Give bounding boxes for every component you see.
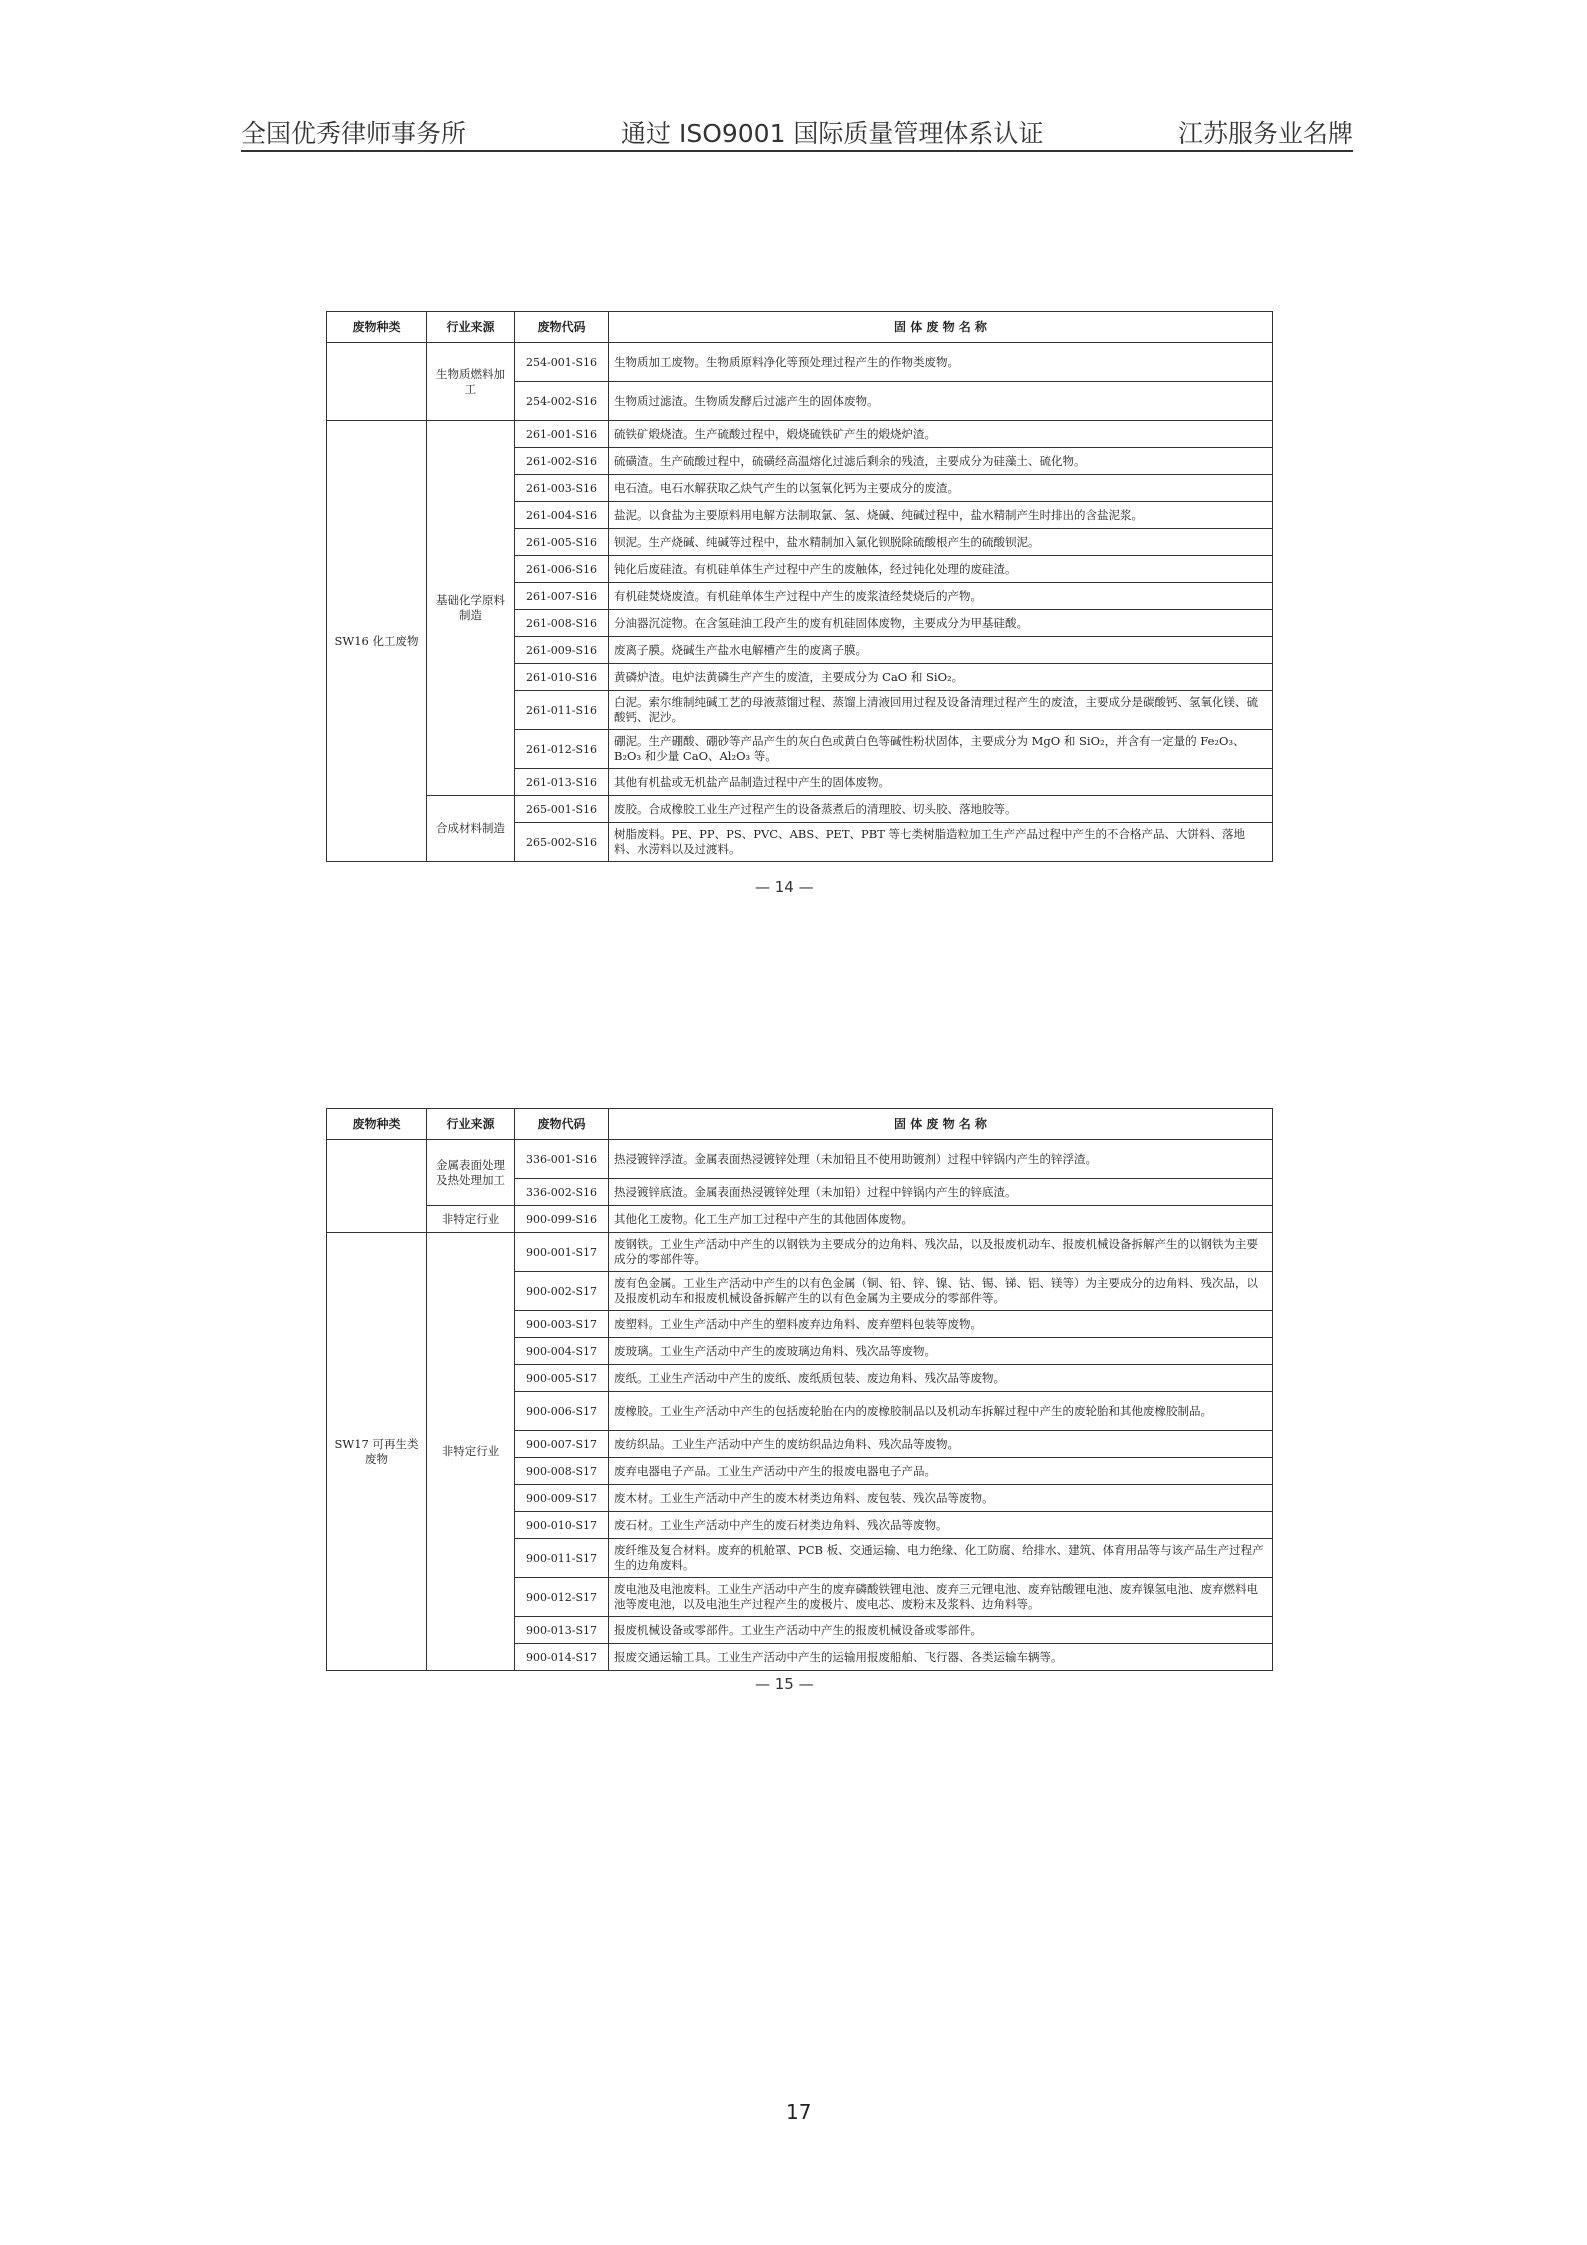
waste-code-cell: 900-009-S17 (515, 1485, 609, 1512)
waste-name-cell: 钡泥。生产烧碱、纯碱等过程中，盐水精制加入氯化钡脱除硫酸根产生的硫酸钡泥。 (609, 529, 1273, 556)
waste-code-cell: 336-002-S16 (515, 1179, 609, 1206)
waste-code-cell: 261-012-S16 (515, 730, 609, 769)
waste-name-cell: 废塑料。工业生产活动中产生的塑料废弃边角料、废弃塑料包装等废物。 (609, 1311, 1273, 1338)
waste-category-cell: SW16 化工废物 (327, 421, 427, 862)
table-row (327, 796, 1273, 823)
waste-code-cell: 261-008-S16 (515, 610, 609, 637)
waste-name-cell: 热浸镀锌底渣。金属表面热浸镀锌处理（未加铅）过程中锌锅内产生的锌底渣。 (609, 1179, 1273, 1206)
waste-name-cell: 分油器沉淀物。在含氢硅油工段产生的废有机硅固体废物，主要成分为甲基硅酸。 (609, 610, 1273, 637)
waste-name-cell: 有机硅焚烧废渣。有机硅单体生产过程中产生的废浆渣经焚烧后的产物。 (609, 583, 1273, 610)
waste-code-cell: 265-001-S16 (515, 796, 609, 823)
waste-code-cell: 900-006-S17 (515, 1392, 609, 1431)
industry-source-cell: 金属表面处理及热处理加工 (427, 1140, 515, 1206)
waste-name-cell: 其他化工废物。化工生产加工过程中产生的其他固体废物。 (609, 1206, 1273, 1233)
waste-name-cell: 废钢铁。工业生产活动中产生的以钢铁为主要成分的边角料、残次品，以及报废机动车、报废机械设备拆解产生的以钢铁为主要成分的零部件等。 (609, 1233, 1273, 1272)
waste-name-cell: 废橡胶。工业生产活动中产生的包括废轮胎在内的废橡胶制品以及机动车拆解过程中产生的废轮胎和其他废橡胶制品。 (609, 1392, 1273, 1431)
waste-code-cell: 900-005-S17 (515, 1365, 609, 1392)
waste-name-cell: 生物质加工废物。生物质原料净化等预处理过程产生的作物类废物。 (609, 343, 1273, 382)
industry-source-cell: 基础化学原料制造 (427, 421, 515, 796)
waste-name-cell: 废离子膜。烧碱生产盐水电解槽产生的废离子膜。 (609, 637, 1273, 664)
industry-source-cell: 生物质燃料加工 (427, 343, 515, 421)
waste-code-cell: 261-003-S16 (515, 475, 609, 502)
waste-code-cell: 900-002-S17 (515, 1272, 609, 1311)
industry-source-cell: 非特定行业 (427, 1206, 515, 1233)
waste-code-cell: 900-099-S16 (515, 1206, 609, 1233)
waste-code-cell: 261-010-S16 (515, 664, 609, 691)
waste-code-cell: 900-004-S17 (515, 1338, 609, 1365)
waste-code-cell: 261-005-S16 (515, 529, 609, 556)
col-header-category: 废物种类 (327, 312, 427, 343)
waste-code-cell: 261-006-S16 (515, 556, 609, 583)
waste-name-cell: 生物质过滤渣。生物质发酵后过滤产生的固体废物。 (609, 382, 1273, 421)
waste-code-cell: 254-001-S16 (515, 343, 609, 382)
table-row (327, 343, 1273, 382)
waste-name-cell: 废纺织品。工业生产活动中产生的废纺织品边角料、残次品等废物。 (609, 1431, 1273, 1458)
header-center: 通过 ISO9001 国际质量管理体系认证 (621, 119, 1044, 148)
page-number-14: — 14 — (755, 878, 814, 896)
waste-name-cell: 白泥。索尔维制纯碱工艺的母液蒸馏过程、蒸馏上清液回用过程及设备清理过程产生的废渣，主要成分是碳酸钙、氢氧化镁、硫酸钙、泥沙。 (609, 691, 1273, 730)
waste-name-cell: 黄磷炉渣。电炉法黄磷生产产生的废渣，主要成分为 CaO 和 SiO₂。 (609, 664, 1273, 691)
col-header-name: 固 体 废 物 名 称 (609, 1109, 1273, 1140)
waste-name-cell: 废石材。工业生产活动中产生的废石材类边角料、残次品等废物。 (609, 1512, 1273, 1539)
waste-name-cell: 硫铁矿煅烧渣。生产硫酸过程中，煅烧硫铁矿产生的煅烧炉渣。 (609, 421, 1273, 448)
waste-name-cell: 报废机械设备或零部件。工业生产活动中产生的报废机械设备或零部件。 (609, 1617, 1273, 1644)
waste-name-cell: 电石渣。电石水解获取乙炔气产生的以氢氧化钙为主要成分的废渣。 (609, 475, 1273, 502)
industry-source-cell: 非特定行业 (427, 1233, 515, 1671)
waste-code-cell: 900-011-S17 (515, 1539, 609, 1578)
waste-code-cell: 265-002-S16 (515, 823, 609, 862)
waste-code-cell: 900-008-S17 (515, 1458, 609, 1485)
col-header-source: 行业来源 (427, 312, 515, 343)
col-header-code: 废物代码 (515, 312, 609, 343)
waste-code-cell: 900-012-S17 (515, 1578, 609, 1617)
table-row (327, 1233, 1273, 1272)
waste-code-cell: 261-002-S16 (515, 448, 609, 475)
waste-name-cell: 废弃电器电子产品。工业生产活动中产生的报废电器电子产品。 (609, 1458, 1273, 1485)
page-number-15: — 15 — (755, 1675, 814, 1693)
waste-name-cell: 废纤维及复合材料。废弃的机舱罩、PCB 板、交通运输、电力绝缘、化工防腐、给排水、建筑、体育用品等与该产品生产过程产生的边角废料。 (609, 1539, 1273, 1578)
waste-code-cell: 900-007-S17 (515, 1431, 609, 1458)
waste-category-cell: SW17 可再生类废物 (327, 1233, 427, 1671)
waste-name-cell: 废有色金属。工业生产活动中产生的以有色金属（铜、铅、锌、镍、钴、锡、锑、铝、镁等）为主要成分的边角料、残次品，以及报废机动车和报废机械设备拆解产生的以有色金属为主要成分的零部件等。 (609, 1272, 1273, 1311)
waste-code-cell: 336-001-S16 (515, 1140, 609, 1179)
waste-name-cell: 废电池及电池废料。工业生产活动中产生的废弃磷酸铁锂电池、废弃三元锂电池、废弃钴酸锂电池、废弃镍氢电池、废弃燃料电池等废电池，以及电池生产过程产生的废极片、废电芯、废粉末及浆料、边角料等。 (609, 1578, 1273, 1617)
waste-name-cell: 废纸。工业生产活动中产生的废纸、废纸质包装、废边角料、残次品等废物。 (609, 1365, 1273, 1392)
waste-code-cell: 254-002-S16 (515, 382, 609, 421)
waste-code-cell: 261-004-S16 (515, 502, 609, 529)
waste-name-cell: 废木材。工业生产活动中产生的废木材类边角料、废包装、残次品等废物。 (609, 1485, 1273, 1512)
waste-name-cell: 报废交通运输工具。工业生产活动中产生的运输用报废船舶、飞行器、各类运输车辆等。 (609, 1644, 1273, 1671)
waste-name-cell: 硼泥。生产硼酸、硼砂等产品产生的灰白色或黄白色等碱性粉状固体，主要成分为 MgO 和 SiO₂，并含有一定量的 Fe₂O₃、B₂O₃ 和少量 CaO、Al₂O₃ 等。 (609, 730, 1273, 769)
waste-category-cell (327, 343, 427, 421)
footer-page-number: 17 (786, 2100, 812, 2124)
header-left: 全国优秀律师事务所 (241, 119, 467, 148)
industry-source-cell: 合成材料制造 (427, 796, 515, 862)
waste-code-cell: 900-010-S17 (515, 1512, 609, 1539)
waste-code-cell: 261-001-S16 (515, 421, 609, 448)
waste-name-cell: 热浸镀锌浮渣。金属表面热浸镀锌处理（未加铅且不使用助镀剂）过程中锌锅内产生的锌浮渣。 (609, 1140, 1273, 1179)
waste-name-cell: 废胶。合成橡胶工业生产过程产生的设备蒸煮后的清理胶、切头胶、落地胶等。 (609, 796, 1273, 823)
waste-name-cell: 废玻璃。工业生产活动中产生的废玻璃边角料、残次品等废物。 (609, 1338, 1273, 1365)
waste-code-cell: 261-007-S16 (515, 583, 609, 610)
header-right: 江苏服务业名牌 (1177, 119, 1353, 148)
table-row (327, 1206, 1273, 1233)
waste-name-cell: 其他有机盐或无机盐产品制造过程中产生的固体废物。 (609, 769, 1273, 796)
col-header-category: 废物种类 (327, 1109, 427, 1140)
waste-code-cell: 900-013-S17 (515, 1617, 609, 1644)
waste-code-cell: 261-009-S16 (515, 637, 609, 664)
waste-table-page-15 (326, 1108, 1273, 1671)
page-header (241, 108, 1353, 152)
waste-name-cell: 硫磺渣。生产硫酸过程中，硫磺经高温熔化过滤后剩余的残渣，主要成分为硅藻土、硫化物。 (609, 448, 1273, 475)
col-header-source: 行业来源 (427, 1109, 515, 1140)
waste-table-page-14 (326, 311, 1273, 862)
col-header-name: 固 体 废 物 名 称 (609, 312, 1273, 343)
waste-code-cell: 261-013-S16 (515, 769, 609, 796)
table-row (327, 1140, 1273, 1179)
waste-code-cell: 900-014-S17 (515, 1644, 609, 1671)
table-row (327, 421, 1273, 448)
waste-code-cell: 900-003-S17 (515, 1311, 609, 1338)
waste-name-cell: 钝化后废硅渣。有机硅单体生产过程中产生的废触体，经过钝化处理的废硅渣。 (609, 556, 1273, 583)
waste-code-cell: 900-001-S17 (515, 1233, 609, 1272)
waste-name-cell: 盐泥。以食盐为主要原料用电解方法制取氯、氢、烧碱、纯碱过程中，盐水精制产生时排出的含盐泥浆。 (609, 502, 1273, 529)
waste-code-cell: 261-011-S16 (515, 691, 609, 730)
waste-name-cell: 树脂废料。PE、PP、PS、PVC、ABS、PET、PBT 等七类树脂造粒加工生产产品过程中产生的不合格产品、大饼料、落地料、水涝料以及过渡料。 (609, 823, 1273, 862)
col-header-code: 废物代码 (515, 1109, 609, 1140)
waste-category-cell (327, 1140, 427, 1233)
